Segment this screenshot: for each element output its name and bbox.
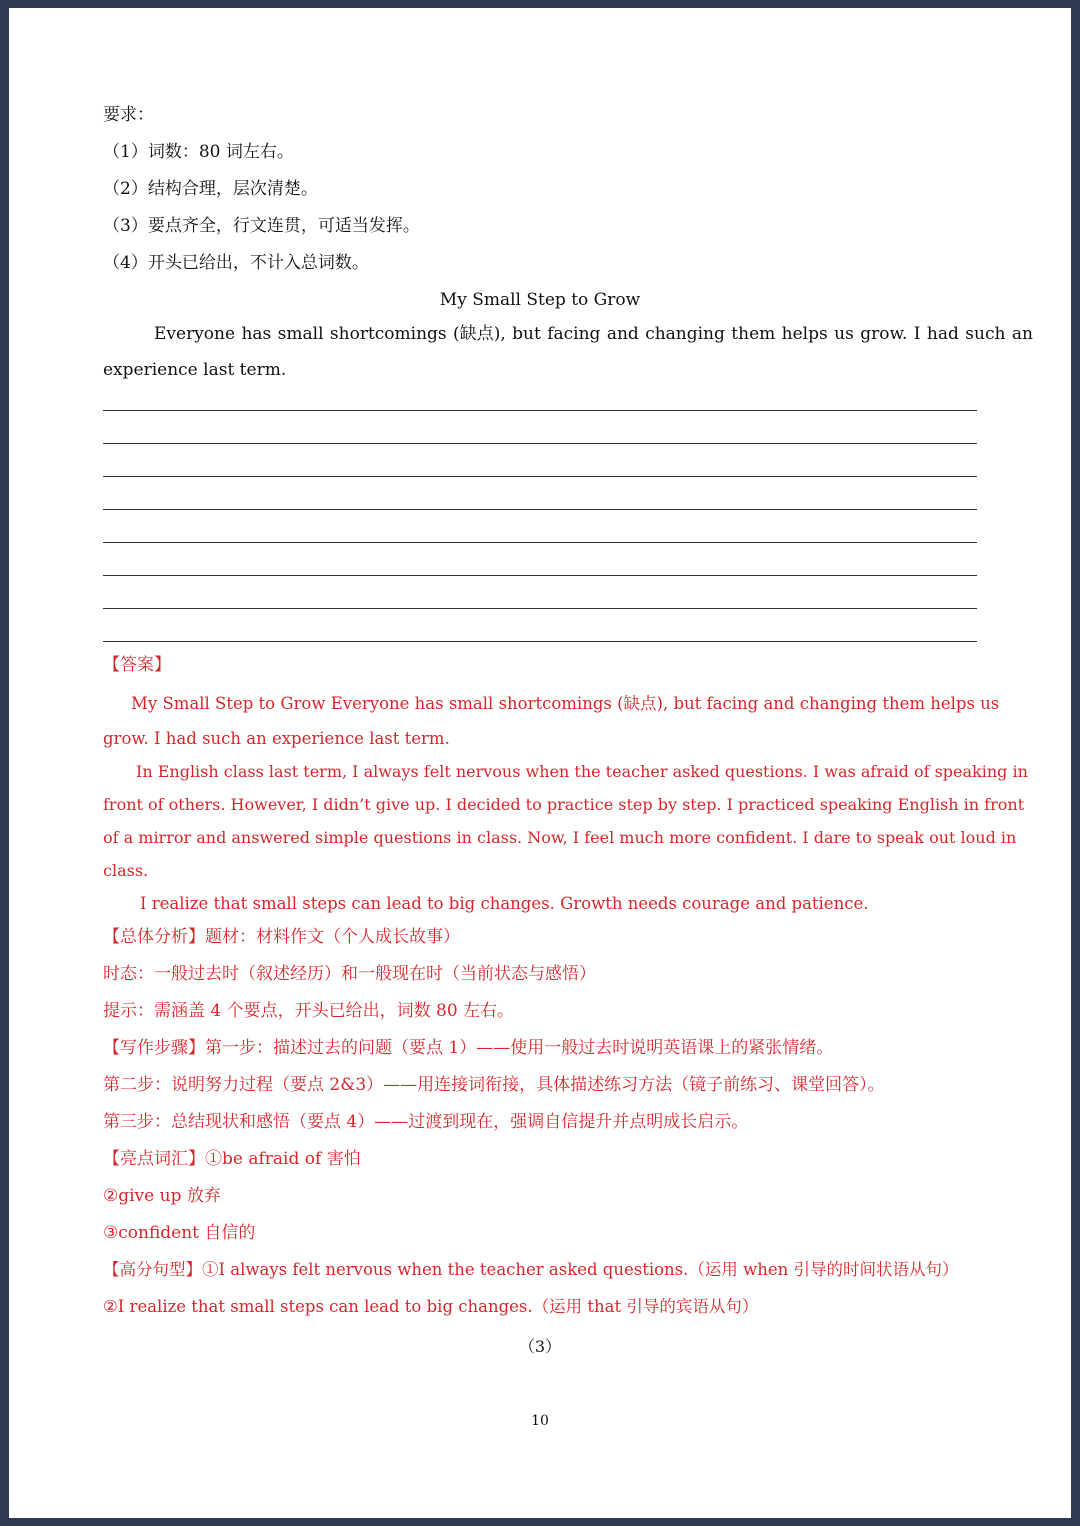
vocab-item: ②give up 放弃: [103, 1186, 221, 1206]
section-number: （3）: [518, 1337, 562, 1356]
answer-line: In English class last term, I always felt nervous when the teacher asked questions. I was afraid of speaking in: [136, 762, 1028, 781]
answer-line: grow. I had such an experience last term.: [103, 729, 450, 748]
essay-opening-line: experience last term.: [103, 360, 287, 380]
writing-step: 第三步：总结现状和感悟（要点 4）——过渡到现在，强调自信提升并点明成长启示。: [103, 1112, 749, 1132]
requirement-item: （4）开头已给出，不计入总词数。: [103, 253, 369, 273]
vocab-item: 【亮点词汇】①be afraid of 害怕: [103, 1149, 361, 1169]
writing-line: [103, 542, 977, 543]
sentence-pattern: 【高分句型】①I always felt nervous when the teacher asked questions.（运用 when 引导的时间状语从句）: [103, 1260, 959, 1279]
tense-note: 时态：一般过去时（叙述经历）和一般现在时（当前状态与感悟）: [103, 964, 596, 984]
essay-title: My Small Step to Grow: [439, 290, 641, 310]
writing-line: [103, 410, 977, 411]
answer-line: front of others. However, I didn’t give up. I decided to practice step by step. I practiced speaking English in front: [103, 795, 1025, 814]
answer-label: 【答案】: [103, 655, 171, 675]
writing-step: 【写作步骤】第一步：描述过去的问题（要点 1）——使用一般过去时说明英语课上的紧张情绪。: [103, 1038, 834, 1058]
writing-line: [103, 608, 977, 609]
answer-line: I realize that small steps can lead to big changes. Growth needs courage and patience.: [140, 894, 869, 913]
writing-line: [103, 509, 977, 510]
writing-line: [103, 641, 977, 642]
requirements-heading: 要求：: [103, 105, 154, 125]
requirement-item: （2）结构合理，层次清楚。: [103, 179, 318, 199]
writing-line: [103, 443, 977, 444]
answer-line: of a mirror and answered simple questions in class. Now, I feel much more confident. I dare to speak out loud in: [103, 828, 1017, 847]
requirement-item: （3）要点齐全，行文连贯，可适当发挥。: [103, 216, 420, 236]
writing-line: [103, 575, 977, 576]
vocab-item: ③confident 自信的: [103, 1223, 256, 1243]
writing-step: 第二步：说明努力过程（要点 2&3）——用连接词衔接，具体描述练习方法（镜子前练习、课堂回答）。: [103, 1075, 885, 1095]
document-page: [9, 8, 1071, 1518]
answer-line: My Small Step to Grow Everyone has small shortcomings (缺点), but facing and changing them helps us: [131, 694, 1000, 713]
essay-opening-line: Everyone has small shortcomings (缺点), but facing and changing them helps us grow. I had such an: [154, 324, 1033, 344]
writing-line: [103, 476, 977, 477]
requirement-item: （1）词数：80 词左右。: [103, 142, 294, 162]
answer-line: class.: [103, 861, 149, 880]
sentence-pattern: ②I realize that small steps can lead to big changes.（运用 that 引导的宾语从句）: [103, 1297, 759, 1316]
hint-note: 提示：需涵盖 4 个要点，开头已给出，词数 80 左右。: [103, 1001, 515, 1021]
page-number: 10: [531, 1413, 549, 1429]
overall-analysis: 【总体分析】题材：材料作文（个人成长故事）: [103, 927, 460, 947]
